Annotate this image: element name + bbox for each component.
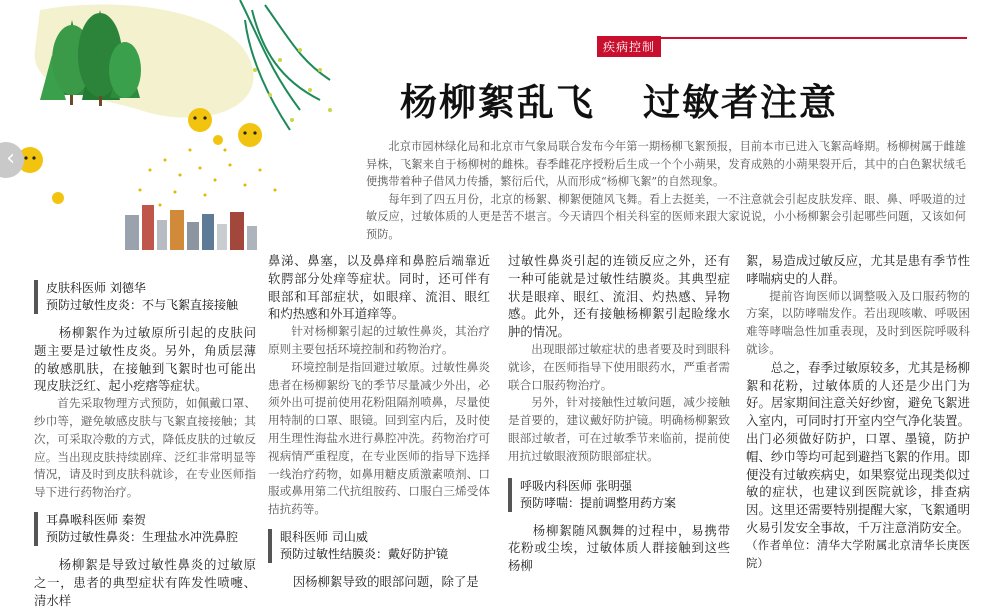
chevron-left-icon[interactable]: ‹ — [0, 142, 24, 178]
paragraph: 针对杨柳絮引起的过敏性鼻炎，其治疗原则主要包括环境控制和药物治疗。 — [268, 324, 490, 356]
byline: （作者单位：清华大学附属北京清华长庚医院） — [746, 537, 970, 570]
paragraph: 杨柳絮是导致过敏性鼻炎的过敏原之一，患者的典型症状有阵发性喷嚏、清水样 — [34, 556, 256, 608]
expert-name: 眼科医师 司山威 — [280, 529, 368, 544]
paragraph: 絮，易造成过敏反应，尤其是患有季节性哮喘病史的人群。 — [746, 253, 970, 286]
expert-name: 皮肤科医师 刘德华 — [46, 281, 146, 295]
paragraph: 因杨柳絮导致的眼部问题，除了是 — [292, 573, 479, 589]
pollen-particles — [139, 149, 277, 207]
article-column-2 — [268, 252, 490, 591]
article-column-4 — [746, 252, 970, 572]
paragraph: 过敏性鼻炎引起的连锁反应之外，还有一种可能就是过敏性结膜炎。其典型症状是眼痒、眼红、流泪、灼热感、异物感。此外，还有接触杨柳絮引起睑缘水肿的情况。 — [508, 253, 730, 340]
paragraph: 出现眼部过敏症状的患者要及时到眼科就诊，在医师指导下使用眼药水，严重者需联合口服药物治疗。 — [508, 341, 730, 392]
paragraph: 首先采取物理方式预防，如佩戴口罩、纱巾等，避免敏感皮肤与飞絮直接接触；其次，可采取冷敷的方式，降低皮肤的过敏反应。当出现皮肤持续剧痒、泛红非常明显等情况，请及时到皮肤科就诊，在专业医师指导下进行药物治疗。 — [34, 396, 256, 500]
paragraph: 另外，针对接触性过敏问题，减少接触是首要的，建议戴好防护镜。明确杨柳絮致眼部过敏者，可在过敏季节来临前，提前使用抗过敏眼液预防眼部症状。 — [508, 395, 730, 463]
section-tag: 疾病控制 — [597, 36, 661, 57]
article-column-3 — [508, 252, 730, 575]
intro-paragraph: 每年到了四五月份，北京的杨絮、柳絮便随风飞舞。看上去挺美，一不注意就会引起皮肤发痒、眼、鼻、呼吸道的过敏反应，过敏体质的人更是苦不堪言。今天请四个相关科室的医师来跟大家说说，小小杨柳絮会引起哪些问题，又该如何预防。 — [366, 192, 966, 241]
expert-box-ent — [34, 512, 256, 546]
city-skyline-illustration — [125, 205, 257, 250]
expert-name: 耳鼻喉科医师 秦贺 — [46, 512, 146, 527]
paragraph: 鼻涕、鼻塞，以及鼻痒和鼻腔后端靠近软腭部分处痒等症状。同时，还可伴有眼部和耳部症状，如眼痒、流泪、眼红和灼热感和外耳道痒等。 — [268, 253, 490, 322]
paragraph: 杨柳絮随风飘舞的过程中，易携带花粉或尘埃，过敏体质人群接触到这些杨柳 — [508, 522, 730, 574]
expert-topic: 预防过敏性皮炎：不与飞絮直接接触 — [46, 298, 239, 312]
spring-illustration — [0, 0, 340, 250]
paragraph: 环境控制是指回避过敏原。过敏性鼻炎患者在杨柳絮纷飞的季节尽量减少外出，必须外出可提前使用花粉阻隔剂喷鼻，尽量使用特制的口罩、眼镜。回到室内后，及时使用生理性海盐水进行鼻腔冲洗。药物治疗可视病情严重程度，在专业医师的指导下选择一线治疗药物，如鼻用糖皮质激素喷剂、口服或鼻用第二代抗组胺药、口服白三烯受体拮抗药等。 — [268, 359, 490, 517]
paragraph: 提前咨询医师以调整吸入及口服药物的方案，以防哮喘发作。若出现咳嗽、呼吸困难等哮喘急性加重表现，及时到医院呼吸科就诊。 — [746, 288, 970, 356]
expert-box-respiratory — [508, 478, 730, 512]
intro-text — [366, 138, 966, 244]
expert-box-ophthalmology — [268, 529, 490, 563]
expert-topic: 预防过敏性结膜炎：戴好防护镜 — [280, 546, 449, 561]
headline-part2: 过敏者注意 — [643, 81, 838, 124]
paragraph: 总之，春季过敏原较多，尤其是杨柳絮和花粉，过敏体质的人还是少出门为好。居家期间注意关好纱窗，避免飞絮进入室内，可同时打开室内空气净化装置。出门必须做好防护，口罩、墨镜，防护帽、纱巾等均可起到避挡飞絮的作用。即便没有过敏疾病史，如果察觉出现类似过敏的症状，也建议到医院就诊，排查病因。这里还需要特别提醒大家，飞絮通明火易引发安全事故，千万注意消防安全。 — [746, 359, 970, 535]
headline-part1: 杨柳絮乱飞 — [400, 81, 595, 124]
page-title — [400, 72, 900, 126]
expert-box-dermatology — [34, 280, 256, 314]
paragraph: 杨柳絮作为过敏原所引起的皮肤问题主要是过敏性皮炎。另外，角质层薄的敏感肌肤，在接触到飞絮时也可能出现皮肤泛红、起小疙瘩等症状。 — [34, 325, 256, 394]
willow-branch-illustration — [240, 0, 330, 130]
expert-topic: 预防过敏性鼻炎：生理盐水冲洗鼻腔 — [46, 529, 239, 544]
expert-topic: 预防哮喘：提前调整用药方案 — [520, 495, 677, 510]
intro-paragraph: 北京市园林绿化局和北京市气象局联合发布今年第一期杨柳飞絮预报，目前本市已进入飞絮高峰期。杨柳树属于雌雄异株，飞絮来自于杨柳树的雌株。春季雌花序授粉后生成一个个小蒴果，发育成熟的小蒴果裂开后，其中的白色絮状绒毛便携带着种子借风力传播，繁衍后代，从而形成“杨柳飞絮”的自然现象。 — [366, 140, 966, 189]
expert-name: 呼吸内科医师 张明强 — [520, 478, 632, 493]
article-column-1 — [34, 276, 256, 609]
